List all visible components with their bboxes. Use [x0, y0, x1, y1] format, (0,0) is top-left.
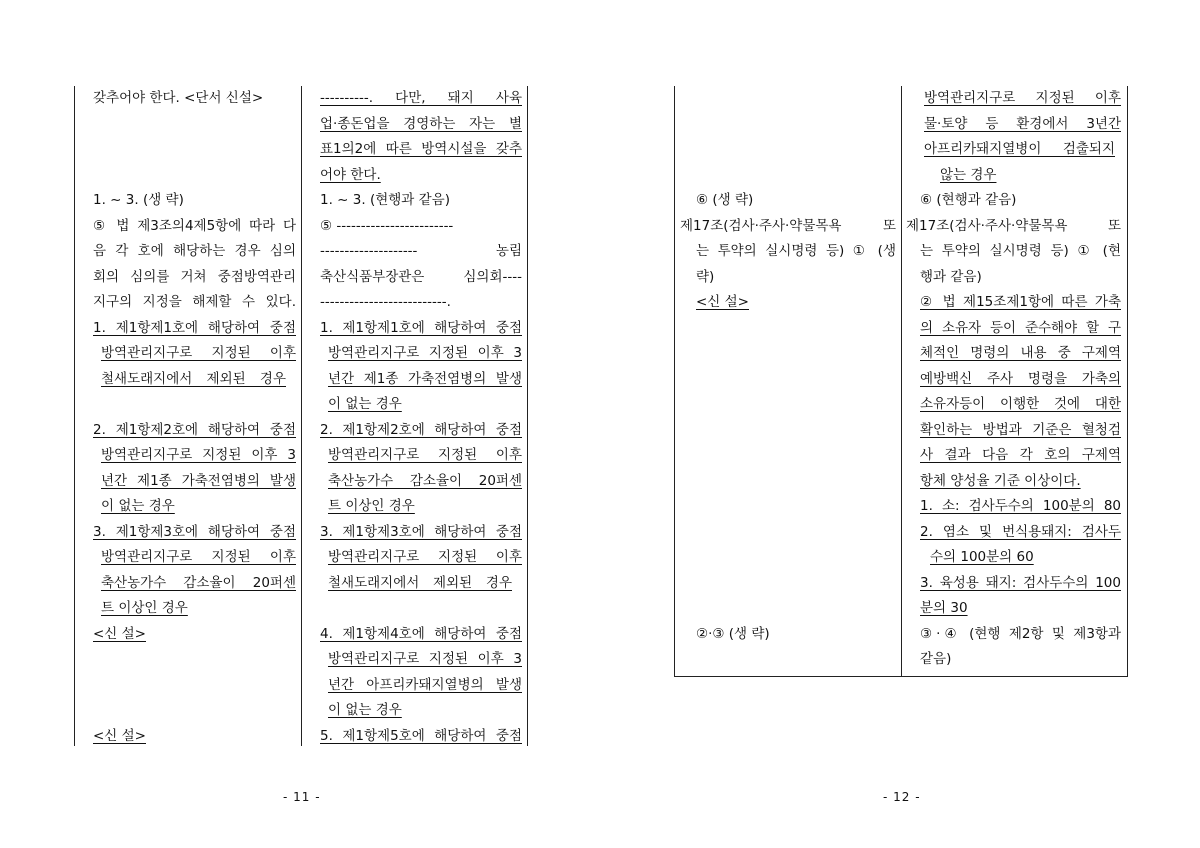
- text-line: 수의 100분의 60: [930, 549, 1034, 565]
- text-line: 3. 제1항제3호에 해당하여 중점: [320, 523, 522, 540]
- page-number: - 12 -: [883, 790, 921, 804]
- text-line: 년간 제1종 가축전염병의 발생: [101, 472, 296, 489]
- text-line: 1. ~ 3. (현행과 같음): [320, 192, 450, 208]
- text-line: 2. 염소 및 번식용돼지: 검사두: [920, 523, 1121, 540]
- text-line: 5. 제1항제5호에 해당하여 중점: [320, 727, 522, 744]
- text-line: 1. 소: 검사두수의 100분의 80: [920, 498, 1121, 514]
- text-line: 3. 제1항제3호에 해당하여 중점: [93, 523, 296, 540]
- text-line: 3. 육성용 돼지: 검사두수의 100: [920, 574, 1121, 591]
- table-bottom-border: [674, 676, 1128, 677]
- text-line: 방역관리지구로 지정된 이후: [101, 549, 296, 565]
- text-line: <신 설>: [696, 294, 749, 310]
- text-line: ③·④ (현행 제2항 및 제3항과: [920, 625, 1121, 642]
- table-column-divider: [901, 86, 902, 676]
- text-line: 체적인 명령의 내용 중 구제역: [920, 345, 1121, 361]
- text-line: 행과 같음): [920, 268, 982, 285]
- text-line: 분의 30: [920, 600, 968, 616]
- text-line: 업·종돈업을 경영하는 자는 별: [320, 115, 522, 132]
- text-line: 방역관리지구로 지정된 이후: [101, 345, 296, 361]
- text-line: 1. ~ 3. (생 략): [93, 192, 184, 208]
- text-line: 1. 제1항제1호에 해당하여 중점: [93, 319, 296, 336]
- text-line: 축산농가수 감소율이 20퍼센: [328, 472, 522, 489]
- table-column-divider: [301, 86, 302, 746]
- table-border-left: [74, 86, 75, 746]
- text-line: 이 없는 경우: [328, 396, 402, 412]
- text-line: 제17조(검사·주사·약물목욕 또: [680, 217, 896, 234]
- text-line: 아프리카돼지열병이 검출되지: [924, 141, 1115, 157]
- text-line: 2. 제1항제2호에 해당하여 중점: [320, 421, 522, 438]
- text-line: 방역관리지구로 지정된 이후: [924, 90, 1121, 106]
- text-line: --------------------------.: [320, 294, 451, 310]
- text-line: ② 법 제15조제1항에 따른 가축: [920, 294, 1121, 310]
- text-line: 방역관리지구로 지정된 이후 3: [328, 345, 522, 361]
- text-line: 는 투약의 실시명령 등) ① (생: [696, 243, 896, 259]
- text-line: ⑤ ------------------------: [320, 217, 454, 234]
- text-line: 어야 한다.: [320, 166, 381, 183]
- text-line: 항체 양성율 기준 이상이다.: [920, 472, 1081, 489]
- text-line: ----------. 다만, 돼지 사육: [320, 90, 522, 106]
- text-line: 방역관리지구로 지정된 이후 3: [101, 447, 296, 463]
- amended-law-column: [320, 86, 522, 746]
- text-line: 지구의 지정을 해제할 수 있다.: [93, 294, 296, 310]
- text-line: 이 없는 경우: [101, 498, 175, 514]
- text-line: 예방백신 주사 명령을 가축의: [920, 370, 1121, 387]
- text-line: ⑤ 법 제3조의4제5항에 따라 다: [93, 217, 296, 234]
- text-line: 제17조(검사·주사·약물목욕 또: [906, 217, 1121, 234]
- text-line: 축산농가수 감소율이 20퍼센: [101, 574, 296, 591]
- text-line: 2. 제1항제2호에 해당하여 중점: [93, 421, 296, 438]
- text-line: 않는 경우: [940, 166, 997, 183]
- text-line: 방역관리지구로 지정된 이후: [328, 549, 522, 565]
- text-line: 년간 아프리카돼지열병의 발생: [328, 676, 522, 693]
- text-line: 회의 심의를 거쳐 중점방역관리: [93, 268, 296, 285]
- text-line: ②·③ (생 략): [696, 625, 770, 642]
- text-line: 4. 제1항제4호에 해당하여 중점: [320, 625, 522, 642]
- text-line: 사 결과 다음 각 호의 구제역: [920, 447, 1121, 463]
- text-line: <신 설>: [93, 727, 146, 744]
- text-line: 같음): [920, 651, 952, 667]
- table-border-right: [1127, 86, 1128, 676]
- current-law-column: [680, 86, 896, 676]
- text-line: 소유자등이 이행한 것에 대한: [920, 396, 1121, 412]
- text-line: 이 없는 경우: [328, 702, 402, 718]
- text-line: 략): [696, 268, 715, 285]
- page-12: [600, 0, 1200, 848]
- text-line: ⑥ (현행과 같음): [920, 192, 1017, 208]
- text-line: 갖추어야 한다. <단서 신설>: [93, 90, 264, 106]
- table-border-right: [527, 86, 528, 746]
- text-line: 물·토양 등 환경에서 3년간: [924, 115, 1121, 132]
- amended-law-column: [906, 86, 1121, 676]
- text-line: 표1의2에 따른 방역시설을 갖추: [320, 141, 522, 157]
- text-line: ⑥ (생 략): [696, 192, 754, 208]
- text-line: <신 설>: [93, 625, 146, 642]
- text-line: 축산식품부장관은 심의회----: [320, 268, 522, 285]
- text-line: 트 이상인 경우: [101, 600, 188, 616]
- text-line: 방역관리지구로 지정된 이후: [328, 447, 522, 463]
- text-line: -------------------- 농림: [320, 243, 522, 259]
- current-law-column: [93, 86, 296, 746]
- text-line: 년간 제1종 가축전염병의 발생: [328, 370, 522, 387]
- text-line: 1. 제1항제1호에 해당하여 중점: [320, 319, 522, 336]
- text-line: 트 이상인 경우: [328, 498, 415, 514]
- table-border-left: [674, 86, 675, 676]
- text-line: 철새도래지에서 제외된 경우: [328, 574, 512, 591]
- page-number: - 11 -: [283, 790, 321, 804]
- text-line: 철새도래지에서 제외된 경우: [101, 370, 286, 387]
- text-line: 음 각 호에 해당하는 경우 심의: [93, 243, 296, 259]
- text-line: 는 투약의 실시명령 등) ① (현: [920, 243, 1121, 259]
- text-line: 방역관리지구로 지정된 이후 3: [328, 651, 522, 667]
- text-line: 의 소유자 등이 준수해야 할 구: [920, 319, 1121, 336]
- text-line: 확인하는 방법과 기준은 혈청검: [920, 421, 1121, 438]
